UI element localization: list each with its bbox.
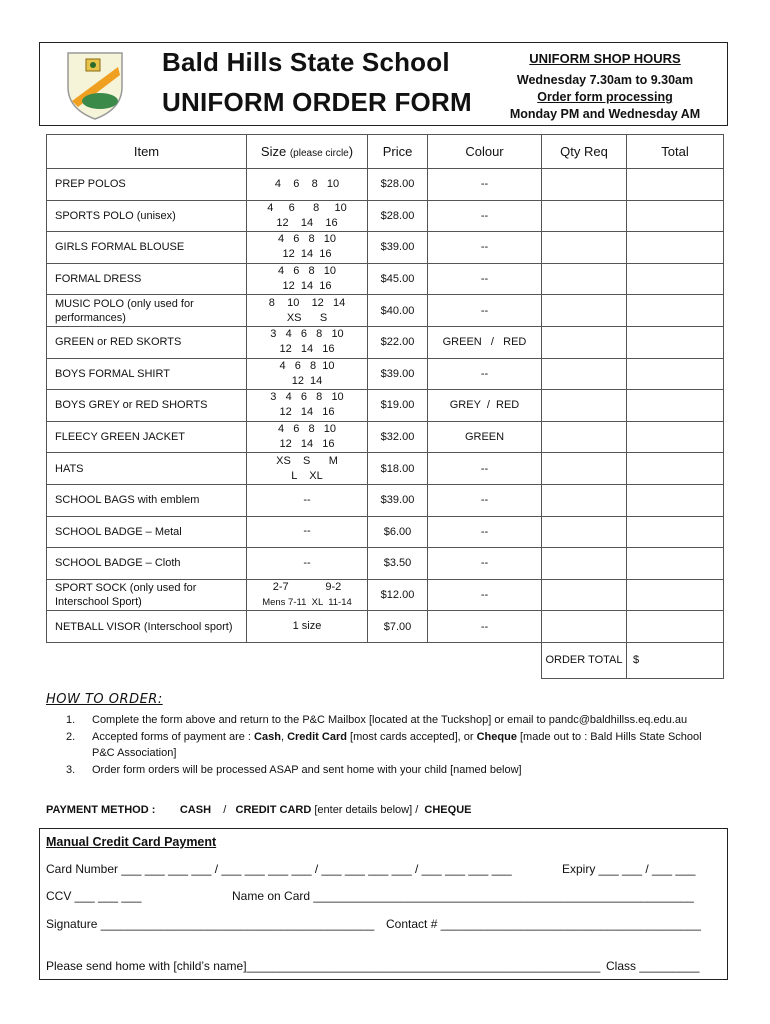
total-field[interactable] [627, 421, 724, 453]
qty-field[interactable] [542, 326, 627, 358]
table-row [47, 611, 724, 643]
shop-hours-line1: Wednesday 7.30am to 9.30am [516, 73, 694, 87]
item-price: $28.00 [368, 200, 428, 232]
shop-hours-line2: Order form processing [537, 90, 673, 104]
item-name: SCHOOL BAGS with emblem [47, 484, 247, 516]
total-field[interactable] [627, 326, 724, 358]
qty-field[interactable] [542, 263, 627, 295]
item-price: $39.00 [368, 232, 428, 264]
size-options[interactable]: -- [247, 516, 368, 548]
header-qty: Qty Req [542, 135, 627, 169]
size-options[interactable]: 4 6 8 10 12 14 16 [247, 421, 368, 453]
item-price: $32.00 [368, 421, 428, 453]
size-options[interactable]: XS S M L XL [247, 453, 368, 485]
table-row [47, 295, 724, 327]
item-name: GREEN or RED SKORTS [47, 326, 247, 358]
item-price: $18.00 [368, 453, 428, 485]
total-field[interactable] [627, 390, 724, 422]
how-to-order-steps [66, 712, 716, 778]
card-number-field[interactable]: Card Number ___ ___ ___ ___ / ___ ___ ___ ___ / ___ ___ ___ ___ / ___ ___ ___ ___ [46, 862, 512, 876]
payment-method: PAYMENT METHOD : CASH / CREDIT CARD [enter details below] / CHEQUE [46, 804, 472, 816]
total-field[interactable] [627, 232, 724, 264]
table-row [47, 232, 724, 264]
qty-field[interactable] [542, 390, 627, 422]
item-name: NETBALL VISOR (Interschool sport) [47, 611, 247, 643]
item-colour[interactable]: -- [428, 232, 542, 264]
table-row [47, 326, 724, 358]
size-options[interactable]: 4 6 8 10 12 14 16 [247, 200, 368, 232]
school-name: Bald Hills State School [162, 47, 450, 77]
item-name: SCHOOL BADGE – Cloth [47, 548, 247, 580]
header-price: Price [368, 135, 428, 169]
item-name: FORMAL DRESS [47, 263, 247, 295]
total-field[interactable] [627, 548, 724, 580]
item-colour[interactable]: -- [428, 169, 542, 201]
ccv-field[interactable]: CCV ___ ___ ___ [46, 889, 142, 903]
class-field[interactable]: Class _________ [606, 959, 700, 973]
item-colour[interactable]: GREEN / RED [428, 326, 542, 358]
size-options[interactable]: 4 6 8 10 12 14 16 [247, 232, 368, 264]
qty-field[interactable] [542, 421, 627, 453]
item-price: $6.00 [368, 516, 428, 548]
item-colour[interactable]: -- [428, 453, 542, 485]
total-field[interactable] [627, 579, 724, 611]
total-field[interactable] [627, 611, 724, 643]
item-price: $39.00 [368, 484, 428, 516]
qty-field[interactable] [542, 453, 627, 485]
item-price: $45.00 [368, 263, 428, 295]
expiry-field[interactable]: Expiry ___ ___ / ___ ___ [562, 862, 696, 876]
qty-field[interactable] [542, 611, 627, 643]
size-options[interactable]: 1 size [247, 611, 368, 643]
item-colour[interactable]: GREY / RED [428, 390, 542, 422]
qty-field[interactable] [542, 548, 627, 580]
item-colour[interactable]: -- [428, 548, 542, 580]
item-name: SPORT SOCK (only used for Interschool Sport) [47, 579, 247, 611]
header-item: Item [47, 135, 247, 169]
total-field[interactable] [627, 453, 724, 485]
total-field[interactable] [627, 169, 724, 201]
contact-field[interactable]: Contact # _______________________________________ [386, 917, 701, 931]
item-price: $40.00 [368, 295, 428, 327]
credit-card-box [39, 828, 728, 980]
table-row [47, 421, 724, 453]
shop-hours-heading: UNIFORM SHOP HOURS [529, 51, 681, 66]
step-3: 3. Order form orders will be processed ASAP and sent home with your child [named below] [66, 763, 522, 776]
header-colour: Colour [428, 135, 542, 169]
shop-hours [495, 51, 715, 123]
total-field[interactable] [627, 358, 724, 390]
order-total-row [47, 642, 724, 678]
order-total-label: ORDER TOTAL [542, 642, 627, 678]
table-row [47, 579, 724, 611]
table-row [47, 263, 724, 295]
item-price: $22.00 [368, 326, 428, 358]
item-price: $39.00 [368, 358, 428, 390]
order-total-field[interactable]: $ [627, 642, 724, 678]
table-row [47, 390, 724, 422]
table-header-row [47, 135, 724, 169]
school-crest-icon [60, 49, 130, 121]
form-title: UNIFORM ORDER FORM [162, 87, 472, 117]
step-2: 2. Accepted forms of payment are : Cash, Credit Card [most cards accepted], or Cheque [made out to : Bald Hills State School P&C Association] [66, 730, 702, 759]
how-to-order-heading: HOW TO ORDER: [46, 692, 163, 707]
total-field[interactable] [627, 295, 724, 327]
item-name: SPORTS POLO (unisex) [47, 200, 247, 232]
uniform-items-table [46, 134, 724, 679]
payment-cash-option[interactable]: CASH [179, 804, 212, 816]
table-row [47, 358, 724, 390]
size-options[interactable]: 4 6 8 10 12 14 16 [247, 263, 368, 295]
item-price: $7.00 [368, 611, 428, 643]
item-colour[interactable]: -- [428, 484, 542, 516]
size-options[interactable]: 4 6 8 10 12 14 [247, 358, 368, 390]
total-field[interactable] [627, 484, 724, 516]
qty-field[interactable] [542, 295, 627, 327]
header-total: Total [627, 135, 724, 169]
item-colour[interactable]: -- [428, 263, 542, 295]
header-size: Size (please circle) [247, 135, 368, 169]
item-colour[interactable]: -- [428, 579, 542, 611]
payment-cheque-option[interactable]: CHEQUE [424, 804, 472, 816]
item-colour[interactable]: -- [428, 358, 542, 390]
item-name: BOYS GREY or RED SHORTS [47, 390, 247, 422]
name-on-card-field[interactable]: Name on Card _________________________________________________________ [232, 889, 694, 903]
payment-credit-option[interactable]: CREDIT CARD [235, 804, 312, 816]
item-price: $3.50 [368, 548, 428, 580]
total-field[interactable] [627, 263, 724, 295]
credit-card-title: Manual Credit Card Payment [46, 835, 217, 849]
child-name-field[interactable]: Please send home with [child’s name]_____________________________________________________ [46, 959, 601, 973]
item-name: BOYS FORMAL SHIRT [47, 358, 247, 390]
size-options[interactable]: 3 4 6 8 10 12 14 16 [247, 390, 368, 422]
item-colour[interactable]: GREEN [428, 421, 542, 453]
qty-field[interactable] [542, 484, 627, 516]
total-field[interactable] [627, 516, 724, 548]
shop-hours-line3: Monday PM and Wednesday AM [509, 107, 701, 121]
qty-field[interactable] [542, 516, 627, 548]
signature-field[interactable]: Signature _________________________________________ [46, 917, 375, 931]
table-row [47, 548, 724, 580]
table-row [47, 453, 724, 485]
item-colour[interactable]: -- [428, 611, 542, 643]
size-options[interactable]: -- [247, 548, 368, 580]
size-options[interactable]: -- [247, 484, 368, 516]
item-name: SCHOOL BADGE – Metal [47, 516, 247, 548]
qty-field[interactable] [542, 358, 627, 390]
form-header [39, 42, 728, 126]
size-options[interactable]: 4 6 8 10 [247, 169, 368, 201]
item-colour[interactable]: -- [428, 295, 542, 327]
table-row [47, 516, 724, 548]
table-row [47, 169, 724, 201]
table-row [47, 484, 724, 516]
item-name: GIRLS FORMAL BLOUSE [47, 232, 247, 264]
total-field[interactable] [627, 200, 724, 232]
item-price: $12.00 [368, 579, 428, 611]
size-options[interactable]: 3 4 6 8 10 12 14 16 [247, 326, 368, 358]
size-options[interactable]: 2-7 9-2 Mens 7-11 XL 11-14 [247, 579, 368, 611]
qty-field[interactable] [542, 579, 627, 611]
item-name: HATS [47, 453, 247, 485]
qty-field[interactable] [542, 232, 627, 264]
payment-method-label: PAYMENT METHOD : [46, 804, 156, 816]
item-price: $28.00 [368, 169, 428, 201]
qty-field[interactable] [542, 169, 627, 201]
item-name: FLEECY GREEN JACKET [47, 421, 247, 453]
step-1: 1. Complete the form above and return to the P&C Mailbox [located at the Tuckshop] or email to pandc@baldhillss.eq.edu.au [66, 714, 688, 726]
qty-field[interactable] [542, 200, 627, 232]
item-price: $19.00 [368, 390, 428, 422]
item-name: PREP POLOS [47, 169, 247, 201]
size-options[interactable]: 8 10 12 14 XS S [247, 295, 368, 327]
item-name: MUSIC POLO (only used for performances) [47, 295, 247, 327]
table-row [47, 200, 724, 232]
item-colour[interactable]: -- [428, 200, 542, 232]
item-colour[interactable]: -- [428, 516, 542, 548]
